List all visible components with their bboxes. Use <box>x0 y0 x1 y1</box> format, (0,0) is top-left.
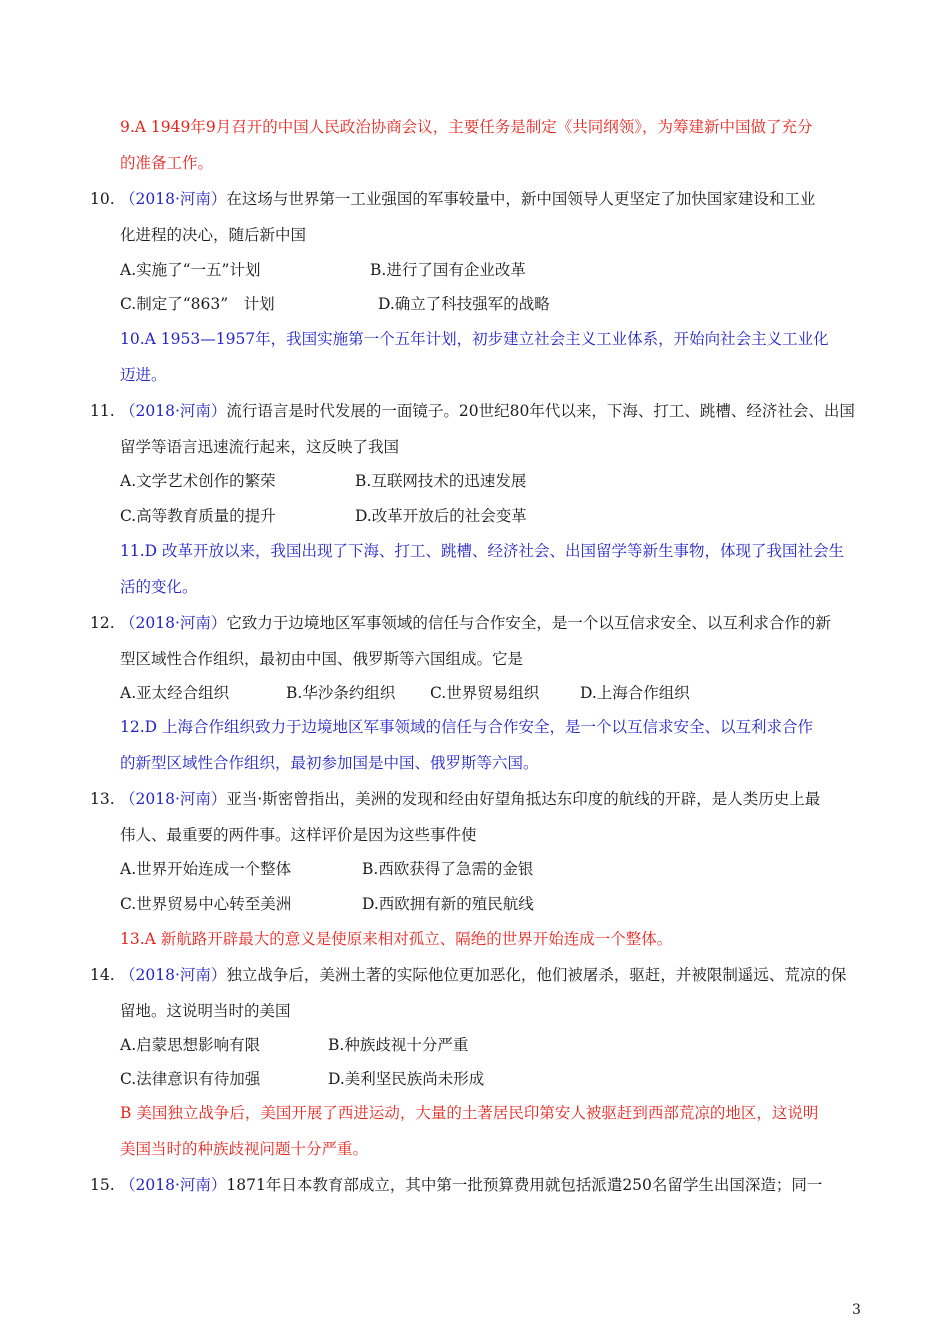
answer-10-line-2: 迈进。 <box>120 366 167 384</box>
question-14-stem-line-1 <box>120 964 846 986</box>
question-11-stem-line-1 <box>120 400 855 422</box>
question-10-option-a: A.实施了“一五”计划 <box>120 261 261 279</box>
question-11-number: 11. <box>90 402 115 420</box>
question-10-option-b: B.进行了国有企业改革 <box>370 261 526 279</box>
question-15-source: （2018·河南） <box>120 1176 227 1194</box>
question-11-option-d: D.改革开放后的社会变革 <box>355 507 527 525</box>
answer-11-line-1: 11.D 改革开放以来，我国出现了下海、打工、跳槽、经济社会、出国留学等新生事物，体现了我国社会生 <box>120 542 845 560</box>
question-14-number: 14. <box>90 966 115 984</box>
answer-9-line-2: 的准备工作。 <box>120 154 214 172</box>
question-12-option-c: C.世界贸易组织 <box>430 684 540 702</box>
question-12-text: 它致力于边境地区军事领域的信任与合作安全，是一个以互信求安全、以互利求合作的新 <box>226 614 831 632</box>
answer-12-line-1: 12.D 上海合作组织致力于边境地区军事领域的信任与合作安全，是一个以互信求安全、以互利求合作 <box>120 718 814 736</box>
question-13-option-a: A.世界开始连成一个整体 <box>120 860 292 878</box>
question-13-option-c: C.世界贸易中心转至美洲 <box>120 895 292 913</box>
answer-12-line-2: 的新型区域性合作组织，最初参加国是中国、俄罗斯等六国。 <box>120 754 539 772</box>
question-14-option-b: B.种族歧视十分严重 <box>328 1036 469 1054</box>
question-14-option-d: D.美利坚民族尚未形成 <box>328 1070 485 1088</box>
question-15-stem-line-1 <box>120 1174 822 1196</box>
question-12-option-d: D.上海合作组织 <box>580 684 690 702</box>
question-13-option-d: D.西欧拥有新的殖民航线 <box>362 895 534 913</box>
question-12-option-b: B.华沙条约组织 <box>286 684 396 702</box>
question-12-stem-line-2: 型区域性合作组织，最初由中国、俄罗斯等六国组成。它是 <box>120 650 524 668</box>
question-12-option-a: A.亚太经合组织 <box>120 684 230 702</box>
question-11-option-c: C.高等教育质量的提升 <box>120 507 276 525</box>
question-11-stem-line-2: 留学等语言迅速流行起来，这反映了我国 <box>120 438 400 456</box>
question-13-number: 13. <box>90 790 115 808</box>
answer-14-line-2: 美国当时的种族歧视问题十分严重。 <box>120 1140 369 1158</box>
question-15-text: 1871年日本教育部成立，其中第一批预算费用就包括派遣250名留学生出国深造；同一 <box>226 1176 823 1194</box>
answer-14-line-1: B 美国独立战争后，美国开展了西进运动，大量的土著居民印第安人被驱赶到西部荒凉的地区，这说明 <box>120 1104 819 1122</box>
question-11-source: （2018·河南） <box>120 402 227 420</box>
question-14-text: 独立战争后，美洲土著的实际他位更加恶化，他们被屠杀，驱赶，并被限制遥远、荒凉的保 <box>226 966 847 984</box>
question-13-stem-line-2: 伟人、最重要的两件事。这样评价是因为这些事件使 <box>120 826 477 844</box>
question-14-option-c: C.法律意识有待加强 <box>120 1070 261 1088</box>
answer-11-line-2: 活的变化。 <box>120 578 198 596</box>
answer-13-line-1: 13.A 新航路开辟最大的意义是使原来相对孤立、隔绝的世界开始连成一个整体。 <box>120 930 673 948</box>
question-10-stem-line-2: 化进程的决心，随后新中国 <box>120 226 307 244</box>
question-13-option-b: B.西欧获得了急需的金银 <box>362 860 534 878</box>
question-10-option-c: C.制定了“863” 计划 <box>120 295 275 313</box>
question-14-option-a: A.启蒙思想影响有限 <box>120 1036 261 1054</box>
question-11-option-b: B.互联网技术的迅速发展 <box>355 472 527 490</box>
question-11-text: 流行语言是时代发展的一面镜子。20世纪80年代以来，下海、打工、跳槽、经济社会、出国 <box>226 402 855 420</box>
question-10-number: 10. <box>90 190 115 208</box>
question-13-text: 亚当·斯密曾指出，美洲的发现和经由好望角抵达东印度的航线的开辟，是人类历史上最 <box>226 790 821 808</box>
page-number: 3 <box>852 1302 861 1318</box>
question-12-number: 12. <box>90 614 115 632</box>
question-10-stem-line-1 <box>120 188 815 210</box>
question-10-source: （2018·河南） <box>120 190 227 208</box>
answer-10-line-1: 10.A 1953—1957年，我国实施第一个五年计划，初步建立社会主义工业体系，开始向社会主义工业化 <box>120 330 829 348</box>
question-12-source: （2018·河南） <box>120 614 227 632</box>
question-14-source: （2018·河南） <box>120 966 227 984</box>
question-13-stem-line-1 <box>120 788 820 810</box>
question-11-option-a: A.文学艺术创作的繁荣 <box>120 472 276 490</box>
question-10-option-d: D.确立了科技强军的战略 <box>378 295 550 313</box>
question-15-number: 15. <box>90 1176 115 1194</box>
answer-9-line-1: 9.A 1949年9月召开的中国人民政治协商会议，主要任务是制定《共同纲领》，为筹建新中国做了充分 <box>120 118 813 136</box>
question-14-stem-line-2: 留地。这说明当时的美国 <box>120 1002 291 1020</box>
question-13-source: （2018·河南） <box>120 790 227 808</box>
question-10-text: 在这场与世界第一工业强国的军事较量中，新中国领导人更坚定了加快国家建设和工业 <box>226 190 816 208</box>
question-12-stem-line-1 <box>120 612 831 634</box>
